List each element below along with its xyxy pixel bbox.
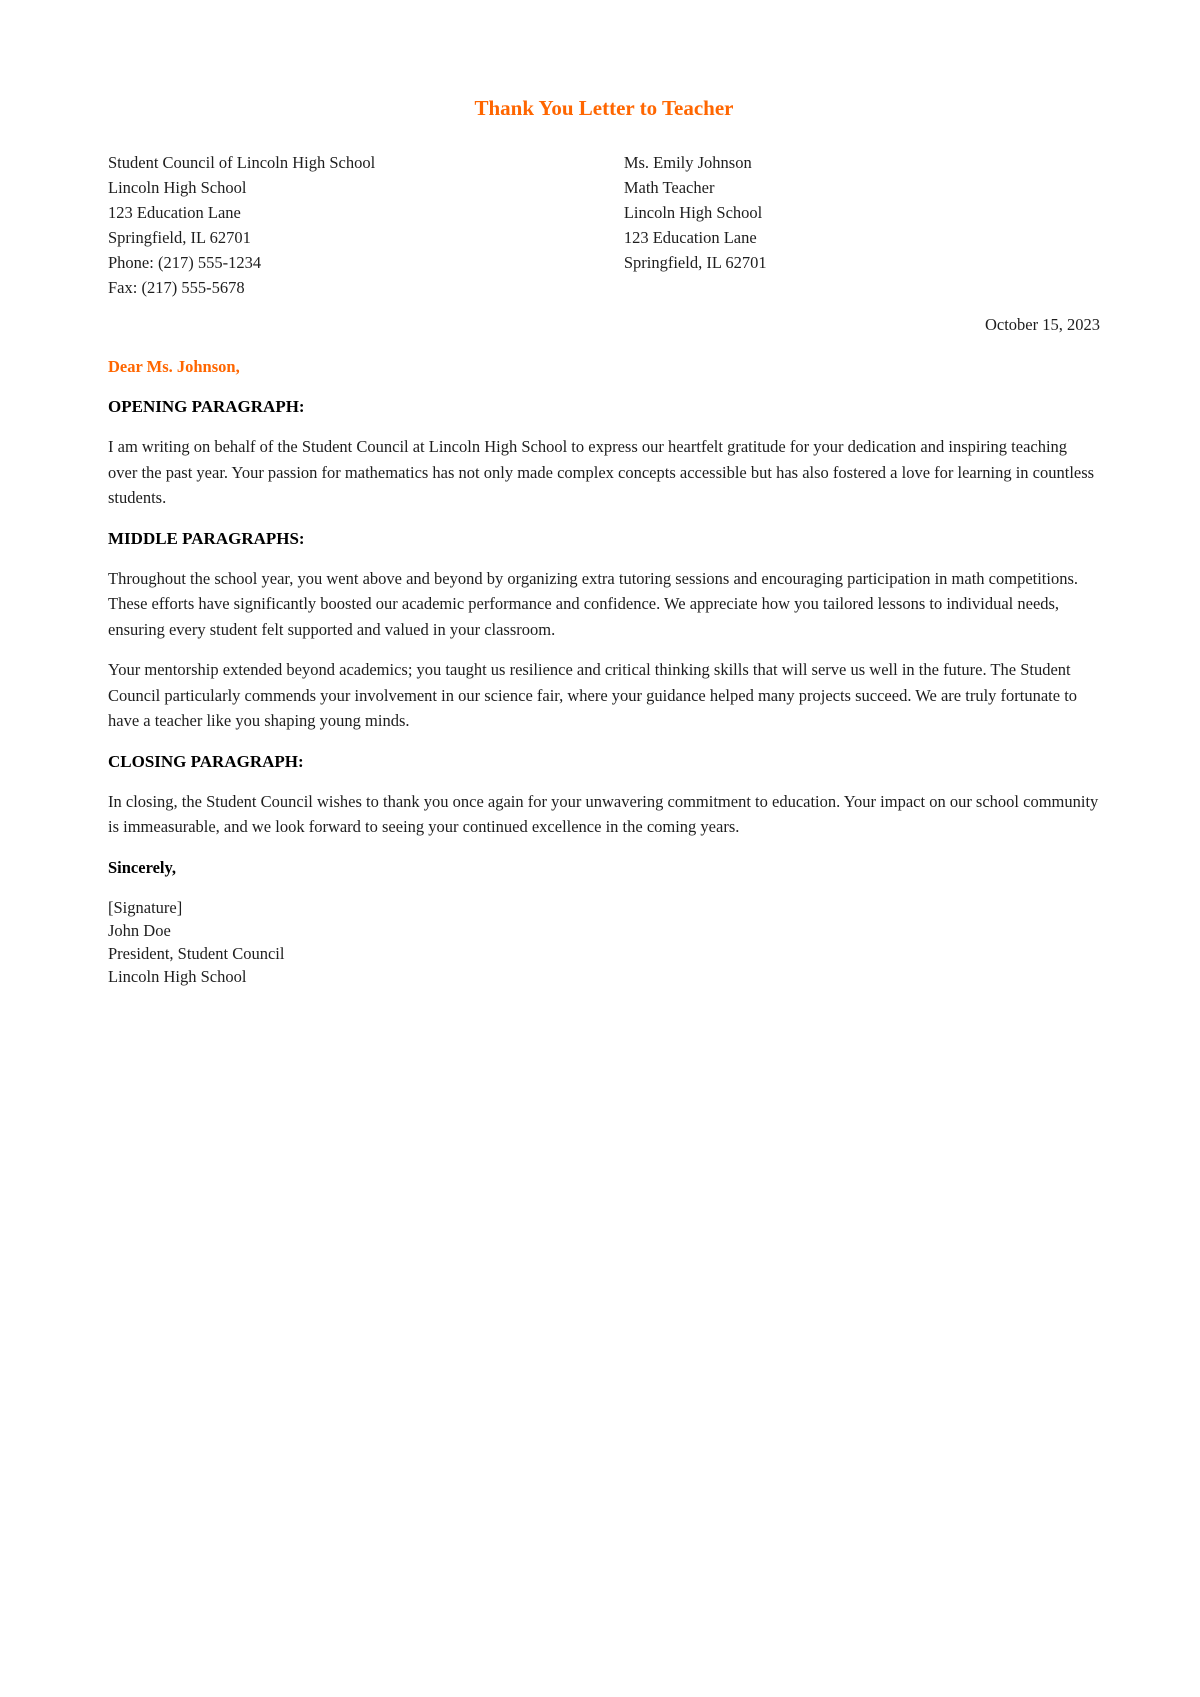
closing-paragraph: In closing, the Student Council wishes to thank you once again for your unwavering commitment to education. Your impact on our school community is immeasurable, and we look forward to seeing your continued excellence in the coming years.: [108, 791, 1099, 836]
sender-fax-line: Fax: (217) 555-5678: [108, 278, 245, 297]
signature-school: Lincoln High School: [108, 966, 247, 986]
sender-address-line: Lincoln High School: [108, 178, 247, 197]
page-title: Thank You Letter to Teacher: [474, 96, 734, 120]
signature-placeholder: [Signature]: [108, 897, 183, 917]
middle-paragraph-1: Throughout the school year, you went above and beyond by organizing extra tutoring sessions and encouraging participation in math competitions. These efforts have significantly boosted our academic performance and confidence. We appreciate how you tailored lessons to individual needs, ensuring every student felt supported and valued in your classroom.: [108, 568, 1079, 639]
sender-address-line: Springfield, IL 62701: [108, 228, 251, 247]
sender-address-line: 123 Education Lane: [108, 203, 241, 222]
opening-paragraph: I am writing on behalf of the Student Council at Lincoln High School to express our heartfelt gratitude for your dedication and inspiring teaching over the past year. Your passion for mathematics has not only made complex concepts accessible but has also fostered a love for learning in countless students.: [108, 437, 1095, 507]
recipient-name-line: Ms. Emily Johnson: [623, 153, 752, 172]
middle-paragraph-2: Your mentorship extended beyond academics; you taught us resilience and critical thinking skills that will serve us well in the future. The Student Council particularly commends your involvement in our science fair, where your guidance helped many projects succeed. We are truly fortunate to have a teacher like you shaping young minds.: [108, 660, 1078, 730]
sender-address-block: [108, 150, 624, 300]
section-heading-opening: OPENING PARAGRAPH:: [108, 397, 305, 416]
recipient-title-line: Math Teacher: [623, 178, 715, 197]
signature-role: President, Student Council: [108, 943, 285, 963]
recipient-address-line: 123 Education Lane: [623, 228, 757, 247]
recipient-address-line: Springfield, IL 62701: [623, 253, 767, 272]
signoff: Sincerely,: [108, 857, 176, 877]
recipient-address-line: Lincoln High School: [623, 203, 763, 222]
address-header: [108, 150, 1100, 300]
recipient-address-block: [624, 150, 1100, 300]
section-heading-middle: MIDDLE PARAGRAPHS:: [108, 528, 305, 548]
sender-address-line: Student Council of Lincoln High School: [108, 153, 376, 172]
signature-block: [108, 896, 1100, 988]
signature-name: John Doe: [108, 920, 171, 940]
sender-phone-line: Phone: (217) 555-1234: [108, 253, 262, 272]
letter-date: October 15, 2023: [984, 315, 1100, 334]
salutation: Dear Ms. Johnson,: [108, 357, 240, 376]
section-heading-closing: CLOSING PARAGRAPH:: [108, 751, 304, 771]
